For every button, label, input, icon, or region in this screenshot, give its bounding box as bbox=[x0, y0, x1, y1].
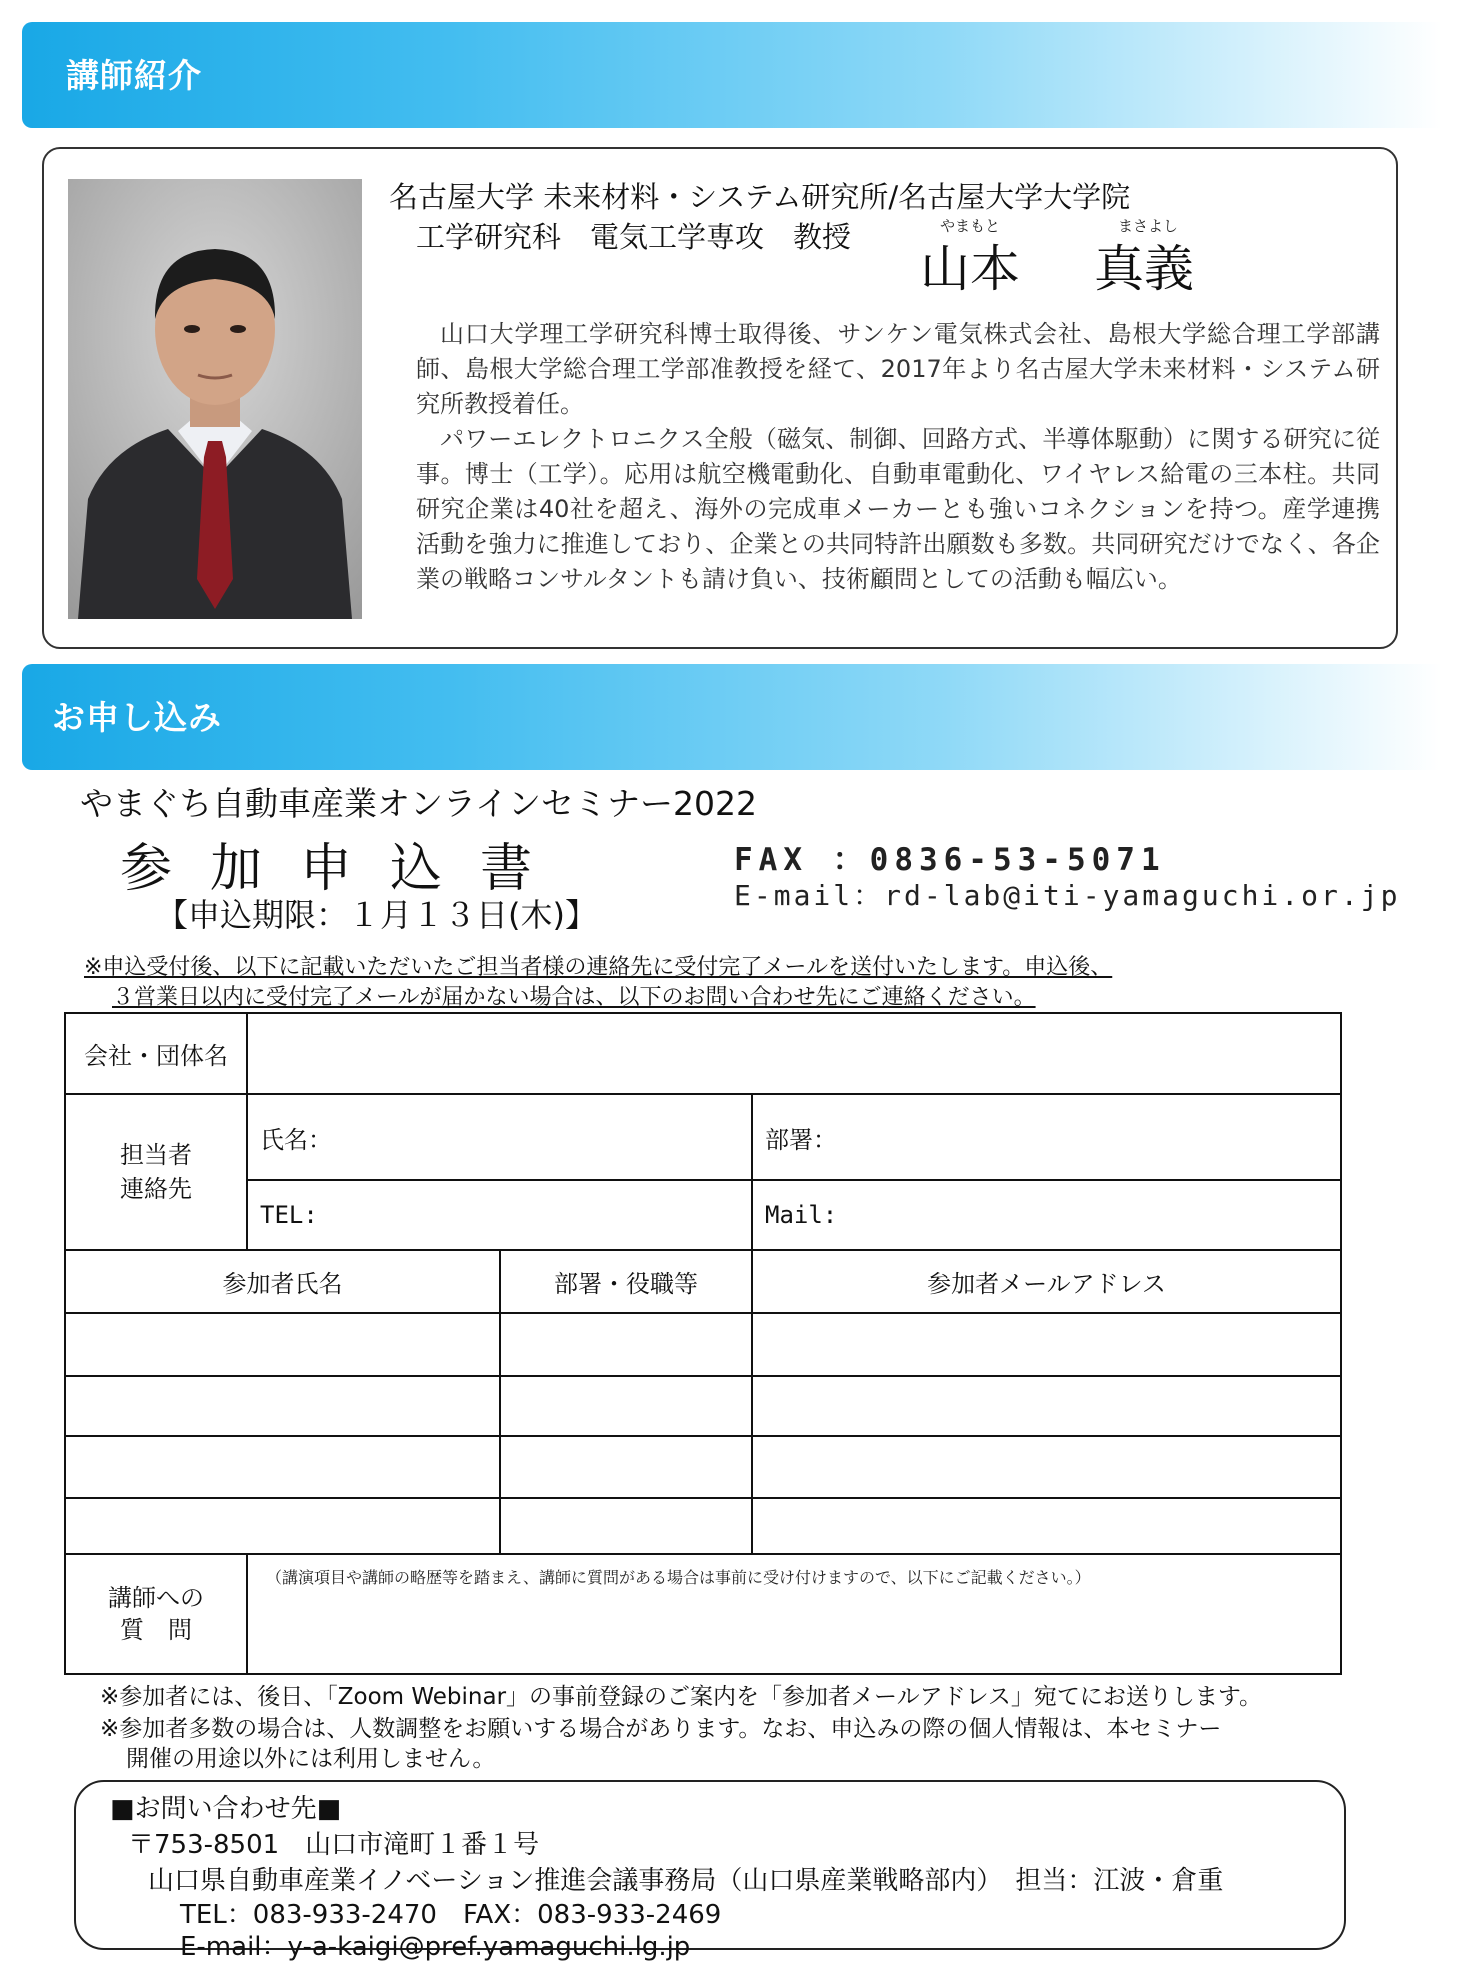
participant-name-input[interactable] bbox=[65, 1498, 500, 1554]
application-form-table bbox=[64, 1012, 1342, 1675]
instructor-family-name: 山本 bbox=[920, 240, 1020, 298]
participant-email-input[interactable] bbox=[752, 1313, 1341, 1376]
instructor-affiliation-line2: 工学研究科 電気工学専攻 教授 bbox=[416, 220, 852, 254]
participant-row bbox=[65, 1313, 1341, 1376]
instructor-profile-box bbox=[42, 147, 1398, 649]
form-title: 参加申込書 bbox=[120, 839, 571, 899]
participant-row bbox=[65, 1436, 1341, 1498]
footnote: ※参加者には、後日、「Zoom Webinar」の事前登録のご案内を「参加者メールアドレス」宛てにお送りします。 bbox=[100, 1684, 1263, 1710]
contact-email: E-mail：y-a-kaigi@pref.yamaguchi.lg.jp bbox=[180, 1932, 691, 1962]
section-title-instructor: 講師紹介 bbox=[66, 56, 202, 95]
instructor-affiliation-line1: 名古屋大学 未来材料・システム研究所/名古屋大学大学院 bbox=[389, 180, 1131, 214]
contact-dept-cell[interactable] bbox=[752, 1094, 1341, 1180]
instructor-bio bbox=[416, 317, 1380, 597]
question-input-cell[interactable] bbox=[247, 1554, 1341, 1674]
contact-box bbox=[74, 1780, 1346, 1962]
instructor-given-name: 真義 bbox=[1094, 240, 1194, 298]
participant-name-input[interactable] bbox=[65, 1376, 500, 1436]
question-label bbox=[65, 1554, 247, 1674]
contact-phone: TEL：083-933-2470 FAX：083-933-2469 bbox=[180, 1900, 722, 1930]
portrait-illustration bbox=[68, 179, 362, 619]
fax-number: FAX ：0836-53-5071 bbox=[734, 842, 1166, 878]
section-banner-apply bbox=[22, 664, 1442, 770]
contact-person-label bbox=[65, 1094, 247, 1250]
bio-paragraph: 山口大学理工学研究科博士取得後、サンケン電気株式会社、島根大学総合理工学部講師、島根大学総合理工学部准教授を経て、2017年より名古屋大学未来材料・システム研究所教授着任。 bbox=[416, 320, 1380, 418]
contact-tel-label: TEL: bbox=[260, 1201, 318, 1229]
participant-email-input[interactable] bbox=[752, 1376, 1341, 1436]
footnote: ※参加者多数の場合は、人数調整をお願いする場合があります。なお、申込みの際の個人情報は、本セミナー bbox=[100, 1716, 1222, 1742]
company-label: 会社・団体名 bbox=[65, 1013, 247, 1094]
contact-tel-cell[interactable] bbox=[247, 1180, 752, 1250]
participant-dept-input[interactable] bbox=[500, 1436, 752, 1498]
contact-mail-label: Mail: bbox=[765, 1201, 838, 1229]
contact-person-label-text: 担当者 連絡先 bbox=[120, 1141, 192, 1203]
notice-line: ３営業日以内に受付完了メールが届かない場合は、以下のお問い合わせ先にご連絡ください。 bbox=[112, 985, 1036, 1010]
given-name-ruby: まさよし bbox=[1118, 217, 1179, 235]
participant-email-input[interactable] bbox=[752, 1436, 1341, 1498]
participant-dept-input[interactable] bbox=[500, 1313, 752, 1376]
instructor-photo bbox=[68, 179, 362, 619]
family-name-ruby: やまもと bbox=[940, 217, 1001, 235]
bio-paragraph: パワーエレクトロニクス全般（磁気、制御、回路方式、半導体駆動）に関する研究に従事。博士（工学）。応用は航空機電動化、自動車電動化、ワイヤレス給電の三本柱。共同研究企業は40社を超え、海外の完成車メーカーとも強いコネクションを持つ。産学連携活動を強力に推進しており、企業との共同特許出願数も多数。共同研究だけでなく、各企業の戦略コンサルタントも請け負い、技術顧問としての活動も幅広い。 bbox=[416, 425, 1380, 593]
application-email: E-mail：rd-lab@iti-yamaguchi.or.jp bbox=[734, 879, 1401, 912]
company-input-cell[interactable] bbox=[247, 1013, 1341, 1094]
section-title-apply: お申し込み bbox=[52, 698, 222, 737]
participant-email-input[interactable] bbox=[752, 1498, 1341, 1554]
contact-address: 〒753-8501 山口市滝町１番１号 bbox=[128, 1830, 540, 1860]
contact-office: 山口県自動車産業イノベーション推進会議事務局（山口県産業戦略部内） 担当：江波・倉重 bbox=[148, 1866, 1224, 1896]
participant-dept-input[interactable] bbox=[500, 1498, 752, 1554]
participant-row bbox=[65, 1376, 1341, 1436]
question-label-text: 講師への 質 問 bbox=[108, 1584, 204, 1644]
contact-mail-cell[interactable] bbox=[752, 1180, 1341, 1250]
notice-line: ※申込受付後、以下に記載いただいたご担当者様の連絡先に受付完了メールを送付いたします。申込後、 bbox=[84, 955, 1113, 980]
contact-heading: ■お問い合わせ先■ bbox=[110, 1794, 342, 1824]
footnote: 開催の用途以外には利用しません。 bbox=[126, 1746, 496, 1772]
contact-name-label: 氏名： bbox=[260, 1125, 332, 1154]
contact-dept-label: 部署： bbox=[765, 1125, 837, 1154]
contact-name-cell[interactable] bbox=[247, 1094, 752, 1180]
application-deadline: 【申込期限：１月１３日(木)】 bbox=[156, 896, 597, 934]
participant-name-input[interactable] bbox=[65, 1313, 500, 1376]
participant-dept-input[interactable] bbox=[500, 1376, 752, 1436]
seminar-name: やまぐち自動車産業オンラインセミナー2022 bbox=[80, 784, 757, 823]
section-banner-instructor bbox=[22, 22, 1442, 128]
participant-row bbox=[65, 1498, 1341, 1554]
participant-dept-header: 部署・役職等 bbox=[500, 1250, 752, 1313]
participant-name-input[interactable] bbox=[65, 1436, 500, 1498]
participant-name-header: 参加者氏名 bbox=[65, 1250, 500, 1313]
participant-email-header: 参加者メールアドレス bbox=[752, 1250, 1341, 1313]
question-hint: （講演項目や講師の略歴等を踏まえ、講師に質問がある場合は事前に受け付けますので、以下にご記載ください。） bbox=[266, 1568, 1091, 1587]
